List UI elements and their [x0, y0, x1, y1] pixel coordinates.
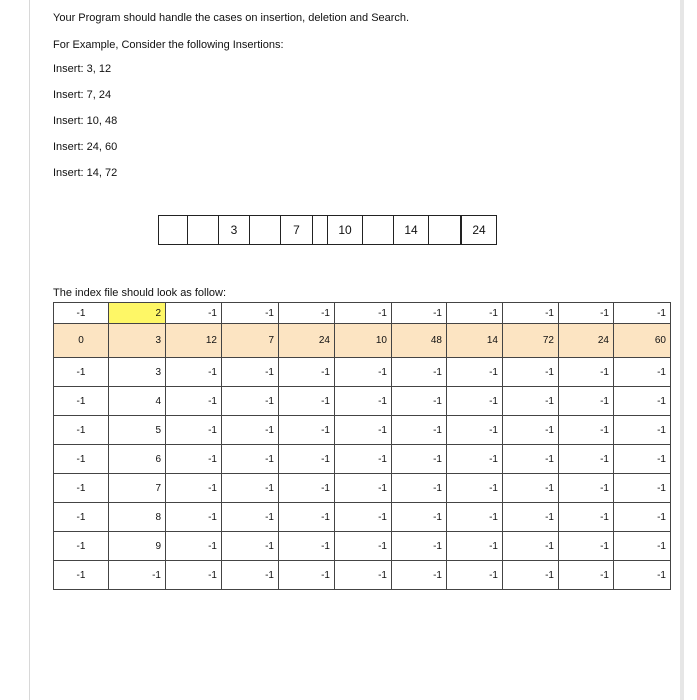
table-cell: -1	[614, 387, 671, 416]
table-cell: -1	[447, 474, 503, 503]
table-cell: 60	[614, 324, 671, 358]
table-cell: -1	[559, 532, 614, 561]
table-cell: -1	[222, 416, 279, 445]
table-row	[54, 416, 671, 445]
hash-slot	[158, 215, 188, 245]
table-cell: -1	[447, 503, 503, 532]
table-cell: 9	[109, 532, 166, 561]
insertion-line: Insert: 10, 48	[53, 115, 118, 127]
table-cell: -1	[166, 416, 222, 445]
table-cell: -1	[335, 387, 392, 416]
table-cell: -1	[392, 474, 447, 503]
table-cell: -1	[392, 445, 447, 474]
table-row	[54, 358, 671, 387]
table-cell: 3	[109, 358, 166, 387]
intro-text: Your Program should handle the cases on insertion, deletion and Search.	[53, 12, 410, 24]
table-cell: -1	[222, 532, 279, 561]
table-cell: 8	[109, 503, 166, 532]
table-row	[54, 387, 671, 416]
table-cell: -1	[166, 474, 222, 503]
table-cell: -1	[222, 474, 279, 503]
table-cell: -1	[279, 387, 335, 416]
table-cell: -1	[447, 532, 503, 561]
table-cell: 24	[559, 324, 614, 358]
table-cell: -1	[335, 303, 392, 324]
table-cell: -1	[614, 416, 671, 445]
hash-slot: 14	[393, 215, 429, 245]
table-cell: -1	[614, 358, 671, 387]
table-cell: -1	[109, 561, 166, 590]
table-row	[54, 474, 671, 503]
hash-slot: 10	[327, 215, 363, 245]
table-cell: -1	[392, 416, 447, 445]
table-cell: -1	[447, 303, 503, 324]
hash-slot-array	[158, 215, 498, 247]
hash-slot	[428, 215, 461, 245]
table-cell: 3	[109, 324, 166, 358]
table-cell: -1	[335, 503, 392, 532]
hash-slot: 7	[280, 215, 313, 245]
table-cell: -1	[54, 358, 109, 387]
table-cell: 6	[109, 445, 166, 474]
insertion-line: Insert: 24, 60	[53, 141, 118, 153]
table-cell: -1	[279, 303, 335, 324]
table-cell: -1	[54, 387, 109, 416]
table-cell: -1	[503, 387, 559, 416]
table-cell: -1	[335, 561, 392, 590]
table-cell: -1	[614, 561, 671, 590]
table-cell: -1	[392, 503, 447, 532]
table-cell: -1	[614, 303, 671, 324]
table-cell: -1	[166, 561, 222, 590]
table-cell: -1	[392, 358, 447, 387]
table-row	[54, 445, 671, 474]
table-cell: -1	[447, 416, 503, 445]
insertion-line: Insert: 14, 72	[53, 167, 118, 179]
example-label: For Example, Consider the following Insertions:	[53, 39, 284, 51]
table-cell: 4	[109, 387, 166, 416]
index-caption: The index file should look as follow:	[53, 287, 227, 299]
hash-slot: 24	[461, 215, 497, 245]
table-cell: -1	[559, 303, 614, 324]
table-cell: -1	[166, 503, 222, 532]
table-cell: -1	[54, 445, 109, 474]
table-cell: -1	[559, 387, 614, 416]
table-cell: -1	[503, 503, 559, 532]
table-cell: -1	[447, 561, 503, 590]
table-cell: -1	[166, 303, 222, 324]
table-row	[54, 503, 671, 532]
table-cell: -1	[503, 561, 559, 590]
table-cell: -1	[447, 358, 503, 387]
hash-slot	[187, 215, 219, 245]
table-cell: -1	[166, 532, 222, 561]
table-cell: -1	[166, 387, 222, 416]
table-cell: -1	[279, 445, 335, 474]
table-cell: -1	[335, 358, 392, 387]
hash-slot: 3	[218, 215, 250, 245]
table-cell: -1	[614, 532, 671, 561]
hash-slot	[362, 215, 394, 245]
table-cell: -1	[335, 532, 392, 561]
table-cell: 14	[447, 324, 503, 358]
table-cell: -1	[279, 358, 335, 387]
table-cell: -1	[559, 503, 614, 532]
table-cell: -1	[222, 303, 279, 324]
table-cell: -1	[392, 532, 447, 561]
table-row	[54, 303, 671, 324]
insertion-line: Insert: 3, 12	[53, 63, 112, 75]
table-cell: 0	[54, 324, 109, 358]
page-right-edge	[680, 0, 684, 700]
table-cell: -1	[503, 532, 559, 561]
table-cell: -1	[279, 503, 335, 532]
table-cell: -1	[559, 416, 614, 445]
table-cell: -1	[503, 303, 559, 324]
table-cell: -1	[559, 358, 614, 387]
table-cell: -1	[614, 474, 671, 503]
table-cell: 5	[109, 416, 166, 445]
table-cell: -1	[503, 358, 559, 387]
table-cell: -1	[335, 445, 392, 474]
table-cell: 2	[109, 303, 166, 324]
table-cell: -1	[54, 503, 109, 532]
table-cell: -1	[222, 387, 279, 416]
table-cell: -1	[559, 474, 614, 503]
table-cell: 12	[166, 324, 222, 358]
table-cell: -1	[335, 474, 392, 503]
table-cell: -1	[222, 358, 279, 387]
table-cell: -1	[222, 561, 279, 590]
table-cell: 7	[109, 474, 166, 503]
hash-slot	[249, 215, 281, 245]
table-cell: 10	[335, 324, 392, 358]
table-cell: -1	[559, 561, 614, 590]
table-cell: -1	[279, 474, 335, 503]
table-cell: -1	[392, 561, 447, 590]
table-cell: -1	[54, 474, 109, 503]
table-cell: -1	[614, 503, 671, 532]
table-cell: -1	[614, 445, 671, 474]
table-cell: -1	[392, 303, 447, 324]
page-left-edge	[29, 0, 30, 700]
table-cell: -1	[279, 532, 335, 561]
table-cell: -1	[335, 416, 392, 445]
table-cell: -1	[54, 416, 109, 445]
table-cell: 48	[392, 324, 447, 358]
table-cell: -1	[166, 445, 222, 474]
table-row	[54, 561, 671, 590]
table-cell: -1	[54, 303, 109, 324]
table-cell: -1	[222, 503, 279, 532]
table-cell: -1	[279, 416, 335, 445]
table-cell: -1	[54, 561, 109, 590]
table-cell: -1	[447, 445, 503, 474]
insertion-line: Insert: 7, 24	[53, 89, 112, 101]
table-row	[54, 324, 671, 358]
table-cell: -1	[503, 445, 559, 474]
table-cell: -1	[503, 416, 559, 445]
table-cell: 72	[503, 324, 559, 358]
table-cell: -1	[559, 445, 614, 474]
table-cell: 7	[222, 324, 279, 358]
table-row	[54, 532, 671, 561]
table-cell: -1	[279, 561, 335, 590]
table-cell: 24	[279, 324, 335, 358]
table-cell: -1	[54, 532, 109, 561]
table-cell: -1	[447, 387, 503, 416]
table-cell: -1	[222, 445, 279, 474]
table-cell: -1	[392, 387, 447, 416]
index-table	[53, 302, 671, 590]
table-cell: -1	[166, 358, 222, 387]
table-cell: -1	[503, 474, 559, 503]
